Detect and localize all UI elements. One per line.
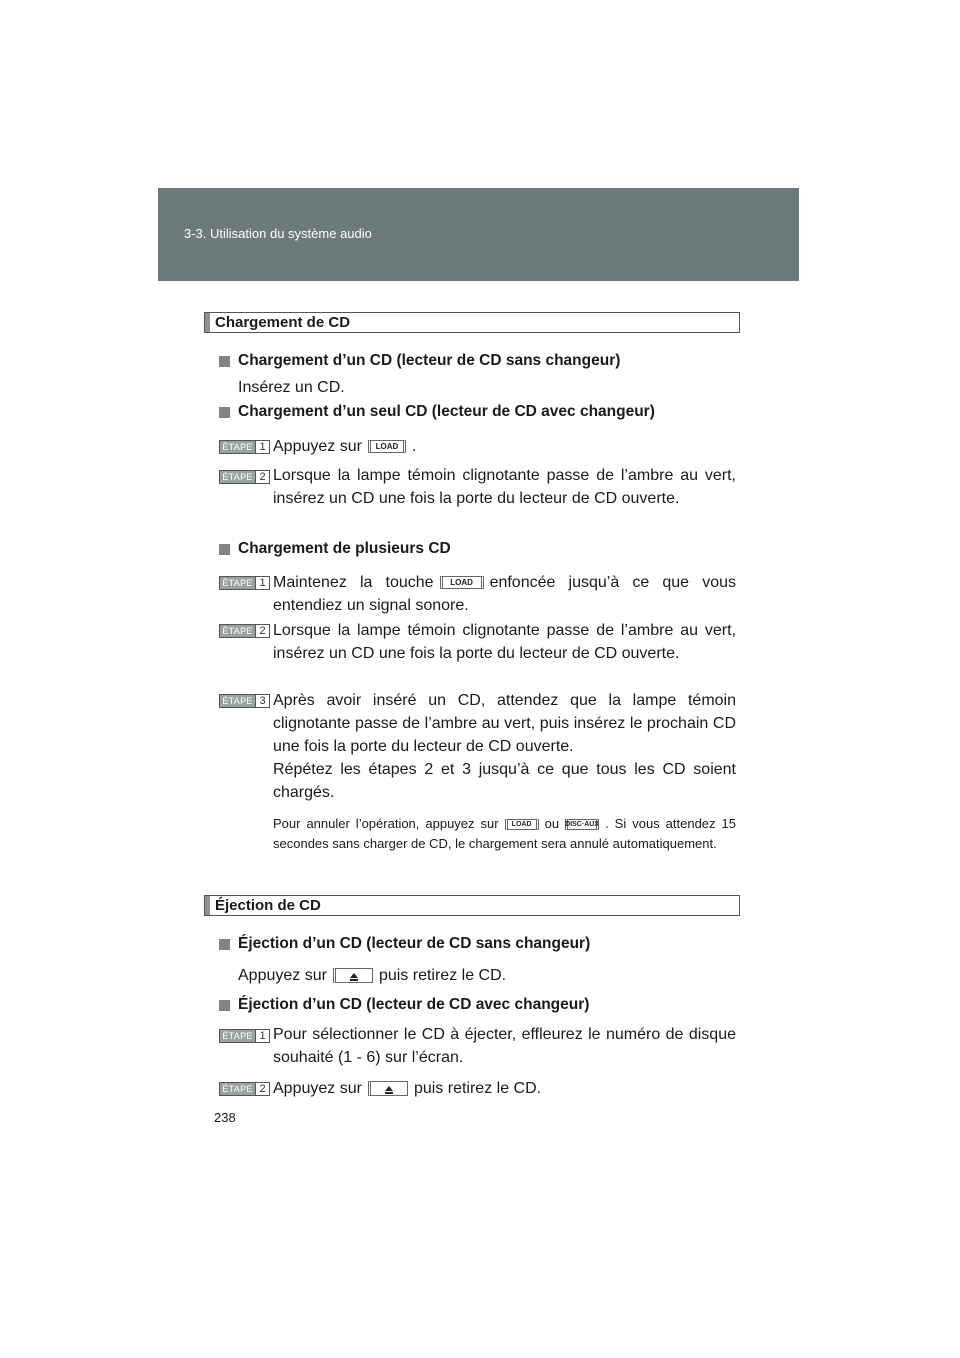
step-badge: ÉTAPE 3 xyxy=(219,694,270,708)
step-text: Lorsque la lampe témoin clignotante passe de l’ambre au vert, insérez un CD une fois la porte du lecteur de CD ouverte. xyxy=(273,467,736,507)
square-bullet-icon xyxy=(219,544,230,555)
section-header: 3-3. Utilisation du système audio xyxy=(184,226,372,241)
step-badge: ÉTAPE 1 xyxy=(219,440,270,454)
disc-aux-button-icon: DISC·AUX xyxy=(565,819,599,830)
page-number: 238 xyxy=(214,1110,236,1125)
step-badge: ÉTAPE 2 xyxy=(219,624,270,638)
subheading-multiple: Chargement de plusieurs CD xyxy=(219,540,451,558)
repeat-text: Répétez les étapes 2 et 3 jusqu’à ce que tous les CD soient chargés. xyxy=(273,761,736,801)
square-bullet-icon xyxy=(219,407,230,418)
step-text: Maintenez la touche LOAD enfoncée jusqu’à ce que vous entendiez un signal sonore. xyxy=(273,574,736,614)
section-title-ejection: Éjection de CD xyxy=(204,895,740,916)
instruction-text: Insérez un CD. xyxy=(238,379,345,396)
step-badge: ÉTAPE 2 xyxy=(219,470,270,484)
note-text: Pour annuler l’opération, appuyez sur LOAD ou DISC·AUX . Si vous attendez 15 secondes sans charger de CD, le chargement sera annulé automatiquement. xyxy=(273,816,736,851)
eject-button-icon xyxy=(333,968,373,983)
subheading-eject-changer: Éjection d’un CD (lecteur de CD avec changeur) xyxy=(219,996,589,1014)
load-button-icon: LOAD xyxy=(368,440,406,453)
step-text: Appuyez sur puis retirez le CD. xyxy=(273,1080,542,1097)
step-text: Lorsque la lampe témoin clignotante passe de l’ambre au vert, insérez un CD une fois la porte du lecteur de CD ouverte. xyxy=(273,622,736,662)
subheading-eject-no-changer: Éjection d’un CD (lecteur de CD sans changeur) xyxy=(219,935,590,953)
square-bullet-icon xyxy=(219,939,230,950)
eject-button-icon xyxy=(368,1081,408,1096)
subheading-single-no-changer: Chargement d’un CD (lecteur de CD sans changeur) xyxy=(219,352,620,370)
instruction-text: Appuyez sur puis retirez le CD. xyxy=(238,967,507,984)
load-button-icon: LOAD xyxy=(440,576,484,589)
header-band xyxy=(158,188,799,281)
step-badge: ÉTAPE 1 xyxy=(219,1029,270,1043)
step-text: Après avoir inséré un CD, attendez que la lampe témoin clignotante passe de l’ambre au vert, puis insérez le prochain CD une fois la porte du lecteur de CD ouverte. xyxy=(273,692,736,755)
step-badge: ÉTAPE 2 xyxy=(219,1082,270,1096)
square-bullet-icon xyxy=(219,356,230,367)
load-button-icon: LOAD xyxy=(505,819,539,830)
square-bullet-icon xyxy=(219,1000,230,1011)
step-text: Pour sélectionner le CD à éjecter, effleurez le numéro de disque souhaité (1 - 6) sur l’écran. xyxy=(273,1026,736,1066)
step-badge: ÉTAPE 1 xyxy=(219,576,270,590)
section-title-chargement: Chargement de CD xyxy=(204,312,740,333)
step-text: Appuyez sur LOAD . xyxy=(273,438,417,455)
subheading-single-changer: Chargement d’un seul CD (lecteur de CD avec changeur) xyxy=(219,403,655,421)
